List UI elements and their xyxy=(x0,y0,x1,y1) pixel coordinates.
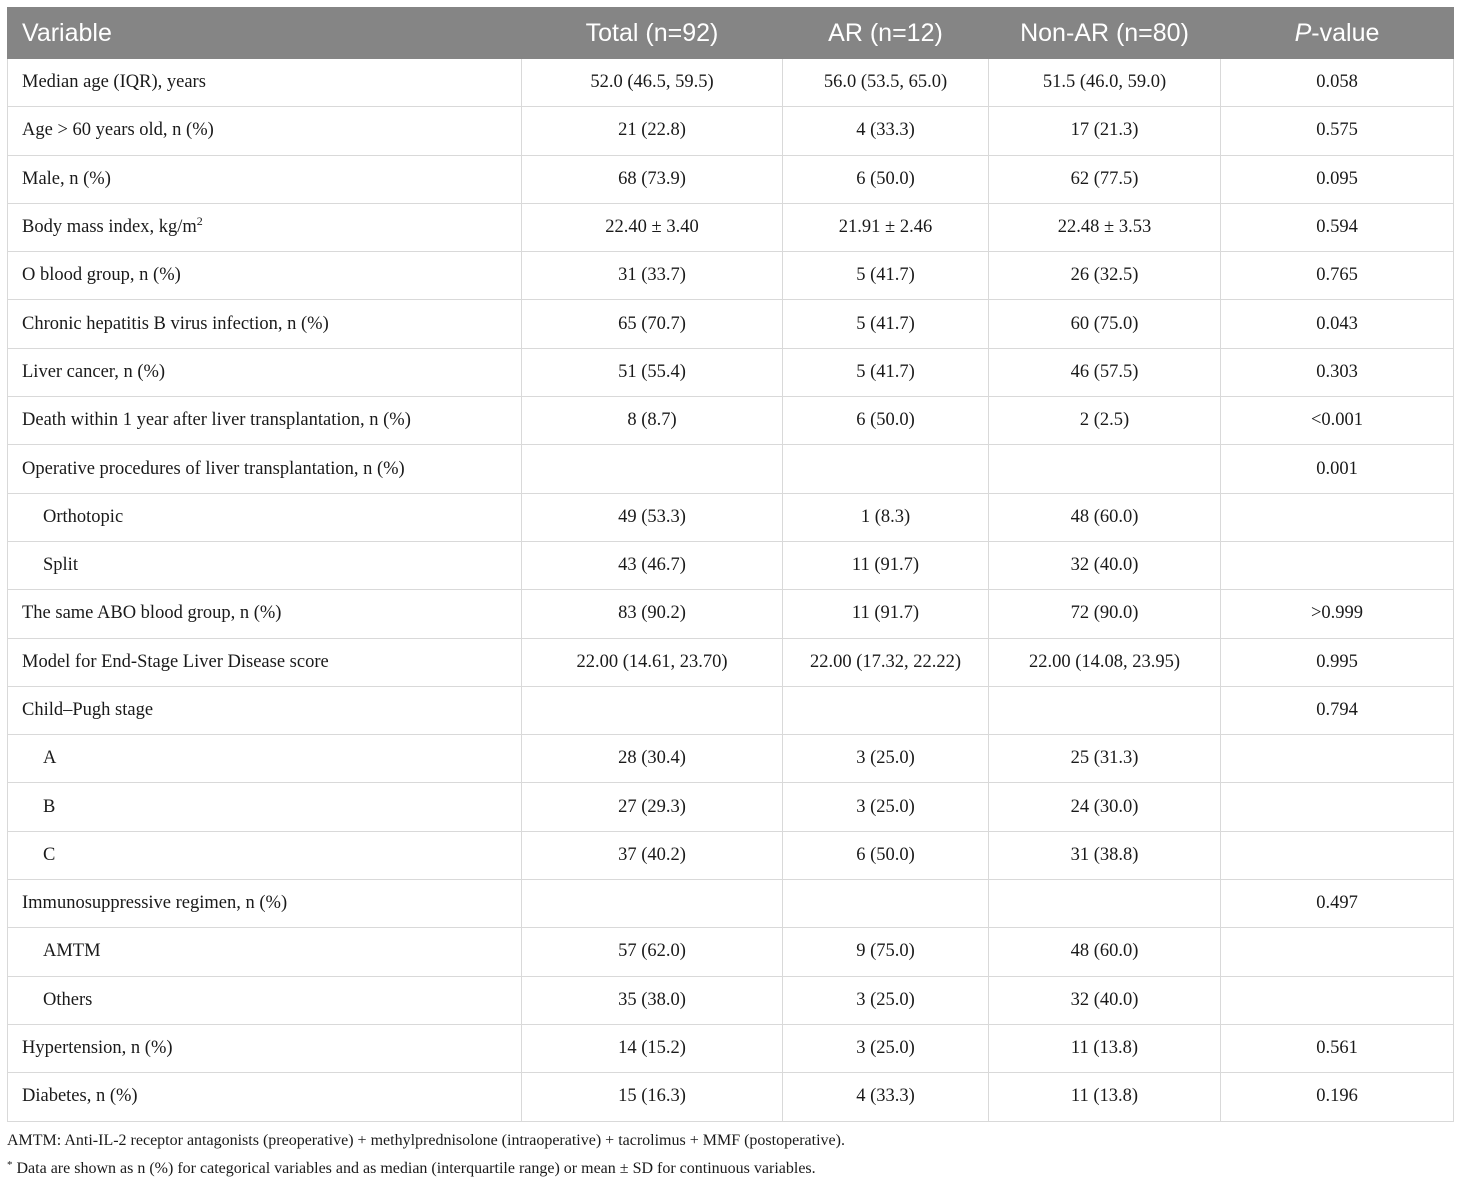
cell-ar: 3 (25.0) xyxy=(783,976,989,1024)
cell-non-ar xyxy=(989,445,1221,493)
cell-total xyxy=(522,686,783,734)
cell-p-value xyxy=(1221,541,1454,589)
table-row xyxy=(8,1024,1454,1072)
cell-ar: 56.0 (53.5, 65.0) xyxy=(783,59,989,107)
cell-total: 8 (8.7) xyxy=(522,397,783,445)
cell-non-ar: 32 (40.0) xyxy=(989,541,1221,589)
table-row xyxy=(8,155,1454,203)
header-total: Total (n=92) xyxy=(522,8,783,59)
cell-p-value xyxy=(1221,831,1454,879)
table-row xyxy=(8,590,1454,638)
cell-total: 28 (30.4) xyxy=(522,735,783,783)
cell-p-value xyxy=(1221,735,1454,783)
header-non-ar: Non-AR (n=80) xyxy=(989,8,1221,59)
cell-p-value xyxy=(1221,976,1454,1024)
cell-ar: 6 (50.0) xyxy=(783,397,989,445)
row-label-text: Body mass index, kg/m xyxy=(22,217,197,238)
cell-p-value: 0.765 xyxy=(1221,252,1454,300)
row-label xyxy=(8,686,522,734)
table-row xyxy=(8,252,1454,300)
table-header xyxy=(8,8,1454,59)
row-label-text: Orthotopic xyxy=(43,506,124,527)
row-label xyxy=(8,783,522,831)
cell-total xyxy=(522,445,783,493)
cell-p-value: 0.303 xyxy=(1221,348,1454,396)
cell-total: 22.00 (14.61, 23.70) xyxy=(522,638,783,686)
row-label-text: Operative procedures of liver transplantation, n (%) xyxy=(22,458,405,479)
cell-non-ar: 24 (30.0) xyxy=(989,783,1221,831)
asterisk-mark: * xyxy=(7,1159,13,1171)
row-label-text: O blood group, n (%) xyxy=(22,265,181,286)
row-label xyxy=(8,348,522,396)
cell-non-ar: 72 (90.0) xyxy=(989,590,1221,638)
table-row xyxy=(8,348,1454,396)
cell-ar xyxy=(783,445,989,493)
row-label-text: Hypertension, n (%) xyxy=(22,1038,173,1059)
row-label xyxy=(8,300,522,348)
cell-total: 52.0 (46.5, 59.5) xyxy=(522,59,783,107)
cell-total: 49 (53.3) xyxy=(522,493,783,541)
cell-non-ar: 11 (13.8) xyxy=(989,1024,1221,1072)
cell-p-value: 0.196 xyxy=(1221,1073,1454,1121)
cell-non-ar xyxy=(989,686,1221,734)
cell-ar: 3 (25.0) xyxy=(783,1024,989,1072)
table-row xyxy=(8,880,1454,928)
row-label-text: The same ABO blood group, n (%) xyxy=(22,603,282,624)
cell-non-ar: 26 (32.5) xyxy=(989,252,1221,300)
row-label xyxy=(8,928,522,976)
cell-ar xyxy=(783,880,989,928)
row-label xyxy=(8,107,522,155)
cell-ar: 4 (33.3) xyxy=(783,107,989,155)
row-label xyxy=(8,1024,522,1072)
cell-ar: 4 (33.3) xyxy=(783,1073,989,1121)
cell-non-ar xyxy=(989,880,1221,928)
cell-p-value xyxy=(1221,783,1454,831)
cell-p-value: 0.043 xyxy=(1221,300,1454,348)
cell-total: 37 (40.2) xyxy=(522,831,783,879)
cell-non-ar: 46 (57.5) xyxy=(989,348,1221,396)
row-label-text: Male, n (%) xyxy=(22,168,111,189)
row-label xyxy=(8,976,522,1024)
row-label-text: C xyxy=(43,844,56,865)
header-row xyxy=(8,8,1454,59)
cell-p-value: 0.575 xyxy=(1221,107,1454,155)
table-row xyxy=(8,928,1454,976)
row-label-text: Others xyxy=(43,989,93,1010)
table-row xyxy=(8,783,1454,831)
row-label-text: Death within 1 year after liver transplantation, n (%) xyxy=(22,410,411,431)
row-label-text: Liver cancer, n (%) xyxy=(22,361,166,382)
cell-p-value: 0.058 xyxy=(1221,59,1454,107)
row-label-text: B xyxy=(43,796,56,817)
cell-non-ar: 11 (13.8) xyxy=(989,1073,1221,1121)
table-row xyxy=(8,397,1454,445)
cell-p-value: 0.594 xyxy=(1221,203,1454,251)
cell-non-ar: 48 (60.0) xyxy=(989,928,1221,976)
cell-total xyxy=(522,880,783,928)
cell-ar: 5 (41.7) xyxy=(783,348,989,396)
cell-total: 83 (90.2) xyxy=(522,590,783,638)
table-row xyxy=(8,1073,1454,1121)
cell-p-value: 0.095 xyxy=(1221,155,1454,203)
cell-ar: 11 (91.7) xyxy=(783,590,989,638)
cell-p-value: 0.995 xyxy=(1221,638,1454,686)
row-label xyxy=(8,203,522,251)
table-notes xyxy=(7,1128,845,1181)
row-label-text: Median age (IQR), years xyxy=(22,72,206,93)
cell-ar: 3 (25.0) xyxy=(783,735,989,783)
header-variable: Variable xyxy=(8,8,522,59)
cell-p-value: >0.999 xyxy=(1221,590,1454,638)
cell-total: 65 (70.7) xyxy=(522,300,783,348)
table-row xyxy=(8,686,1454,734)
cell-ar xyxy=(783,686,989,734)
row-label-text: Model for End-Stage Liver Disease score xyxy=(22,651,329,672)
cell-total: 43 (46.7) xyxy=(522,541,783,589)
row-label-text: AMTM xyxy=(43,941,101,962)
cell-non-ar: 51.5 (46.0, 59.0) xyxy=(989,59,1221,107)
cell-non-ar: 25 (31.3) xyxy=(989,735,1221,783)
row-label xyxy=(8,831,522,879)
table-row xyxy=(8,541,1454,589)
cell-non-ar: 17 (21.3) xyxy=(989,107,1221,155)
cell-p-value: 0.497 xyxy=(1221,880,1454,928)
row-label xyxy=(8,59,522,107)
table-row xyxy=(8,59,1454,107)
table-row xyxy=(8,493,1454,541)
row-label-text: Chronic hepatitis B virus infection, n (%) xyxy=(22,313,329,334)
row-label xyxy=(8,493,522,541)
table-body xyxy=(8,59,1454,1122)
cell-non-ar: 22.48 ± 3.53 xyxy=(989,203,1221,251)
row-label xyxy=(8,735,522,783)
row-label-text: Age > 60 years old, n (%) xyxy=(22,120,214,141)
cell-non-ar: 60 (75.0) xyxy=(989,300,1221,348)
cell-non-ar: 62 (77.5) xyxy=(989,155,1221,203)
row-label xyxy=(8,638,522,686)
row-label xyxy=(8,541,522,589)
cell-total: 21 (22.8) xyxy=(522,107,783,155)
header-p-rest: -value xyxy=(1311,18,1380,47)
table-wrapper xyxy=(7,7,1453,1122)
table-row xyxy=(8,638,1454,686)
cell-non-ar: 48 (60.0) xyxy=(989,493,1221,541)
table-row xyxy=(8,445,1454,493)
cell-p-value: 0.001 xyxy=(1221,445,1454,493)
cell-ar: 3 (25.0) xyxy=(783,783,989,831)
data-note xyxy=(7,1153,845,1181)
cell-ar: 5 (41.7) xyxy=(783,252,989,300)
table-row xyxy=(8,831,1454,879)
row-label xyxy=(8,155,522,203)
cell-total: 22.40 ± 3.40 xyxy=(522,203,783,251)
row-label xyxy=(8,397,522,445)
cell-p-value xyxy=(1221,928,1454,976)
cell-total: 35 (38.0) xyxy=(522,976,783,1024)
cell-non-ar: 32 (40.0) xyxy=(989,976,1221,1024)
row-label-superscript: 2 xyxy=(196,214,203,229)
header-p-value xyxy=(1221,8,1454,59)
row-label xyxy=(8,252,522,300)
row-label-text: Split xyxy=(43,555,78,576)
cell-ar: 5 (41.7) xyxy=(783,300,989,348)
header-ar: AR (n=12) xyxy=(783,8,989,59)
cell-ar: 9 (75.0) xyxy=(783,928,989,976)
table-row xyxy=(8,976,1454,1024)
cell-p-value: 0.561 xyxy=(1221,1024,1454,1072)
row-label xyxy=(8,590,522,638)
cell-ar: 1 (8.3) xyxy=(783,493,989,541)
cell-ar: 11 (91.7) xyxy=(783,541,989,589)
cell-p-value xyxy=(1221,493,1454,541)
cell-ar: 6 (50.0) xyxy=(783,155,989,203)
cell-total: 51 (55.4) xyxy=(522,348,783,396)
cell-p-value: <0.001 xyxy=(1221,397,1454,445)
table-row xyxy=(8,300,1454,348)
row-label-text: A xyxy=(43,748,57,769)
cell-total: 15 (16.3) xyxy=(522,1073,783,1121)
row-label xyxy=(8,1073,522,1121)
row-label-text: Immunosuppressive regimen, n (%) xyxy=(22,893,288,914)
cell-total: 27 (29.3) xyxy=(522,783,783,831)
table-row xyxy=(8,735,1454,783)
data-note-text: Data are shown as n (%) for categorical variables and as median (interquartile range) or mean ± SD for continuous variables. xyxy=(16,1160,816,1177)
cell-non-ar: 22.00 (14.08, 23.95) xyxy=(989,638,1221,686)
header-p-italic: P xyxy=(1294,18,1312,47)
cell-non-ar: 2 (2.5) xyxy=(989,397,1221,445)
cell-total: 57 (62.0) xyxy=(522,928,783,976)
cell-ar: 22.00 (17.32, 22.22) xyxy=(783,638,989,686)
cell-p-value: 0.794 xyxy=(1221,686,1454,734)
table-row xyxy=(8,203,1454,251)
cell-ar: 6 (50.0) xyxy=(783,831,989,879)
row-label xyxy=(8,445,522,493)
baseline-characteristics-table xyxy=(7,7,1454,1122)
cell-non-ar: 31 (38.8) xyxy=(989,831,1221,879)
table-row xyxy=(8,107,1454,155)
cell-total: 68 (73.9) xyxy=(522,155,783,203)
cell-total: 14 (15.2) xyxy=(522,1024,783,1072)
row-label-text: Child–Pugh stage xyxy=(22,700,154,720)
abbreviation-note: AMTM: Anti-IL-2 receptor antagonists (preoperative) + methylprednisolone (intraoperative) + tacrolimus + MMF (postoperative). xyxy=(7,1132,845,1149)
cell-total: 31 (33.7) xyxy=(522,252,783,300)
row-label-text: Diabetes, n (%) xyxy=(22,1086,138,1107)
cell-ar: 21.91 ± 2.46 xyxy=(783,203,989,251)
row-label xyxy=(8,880,522,928)
